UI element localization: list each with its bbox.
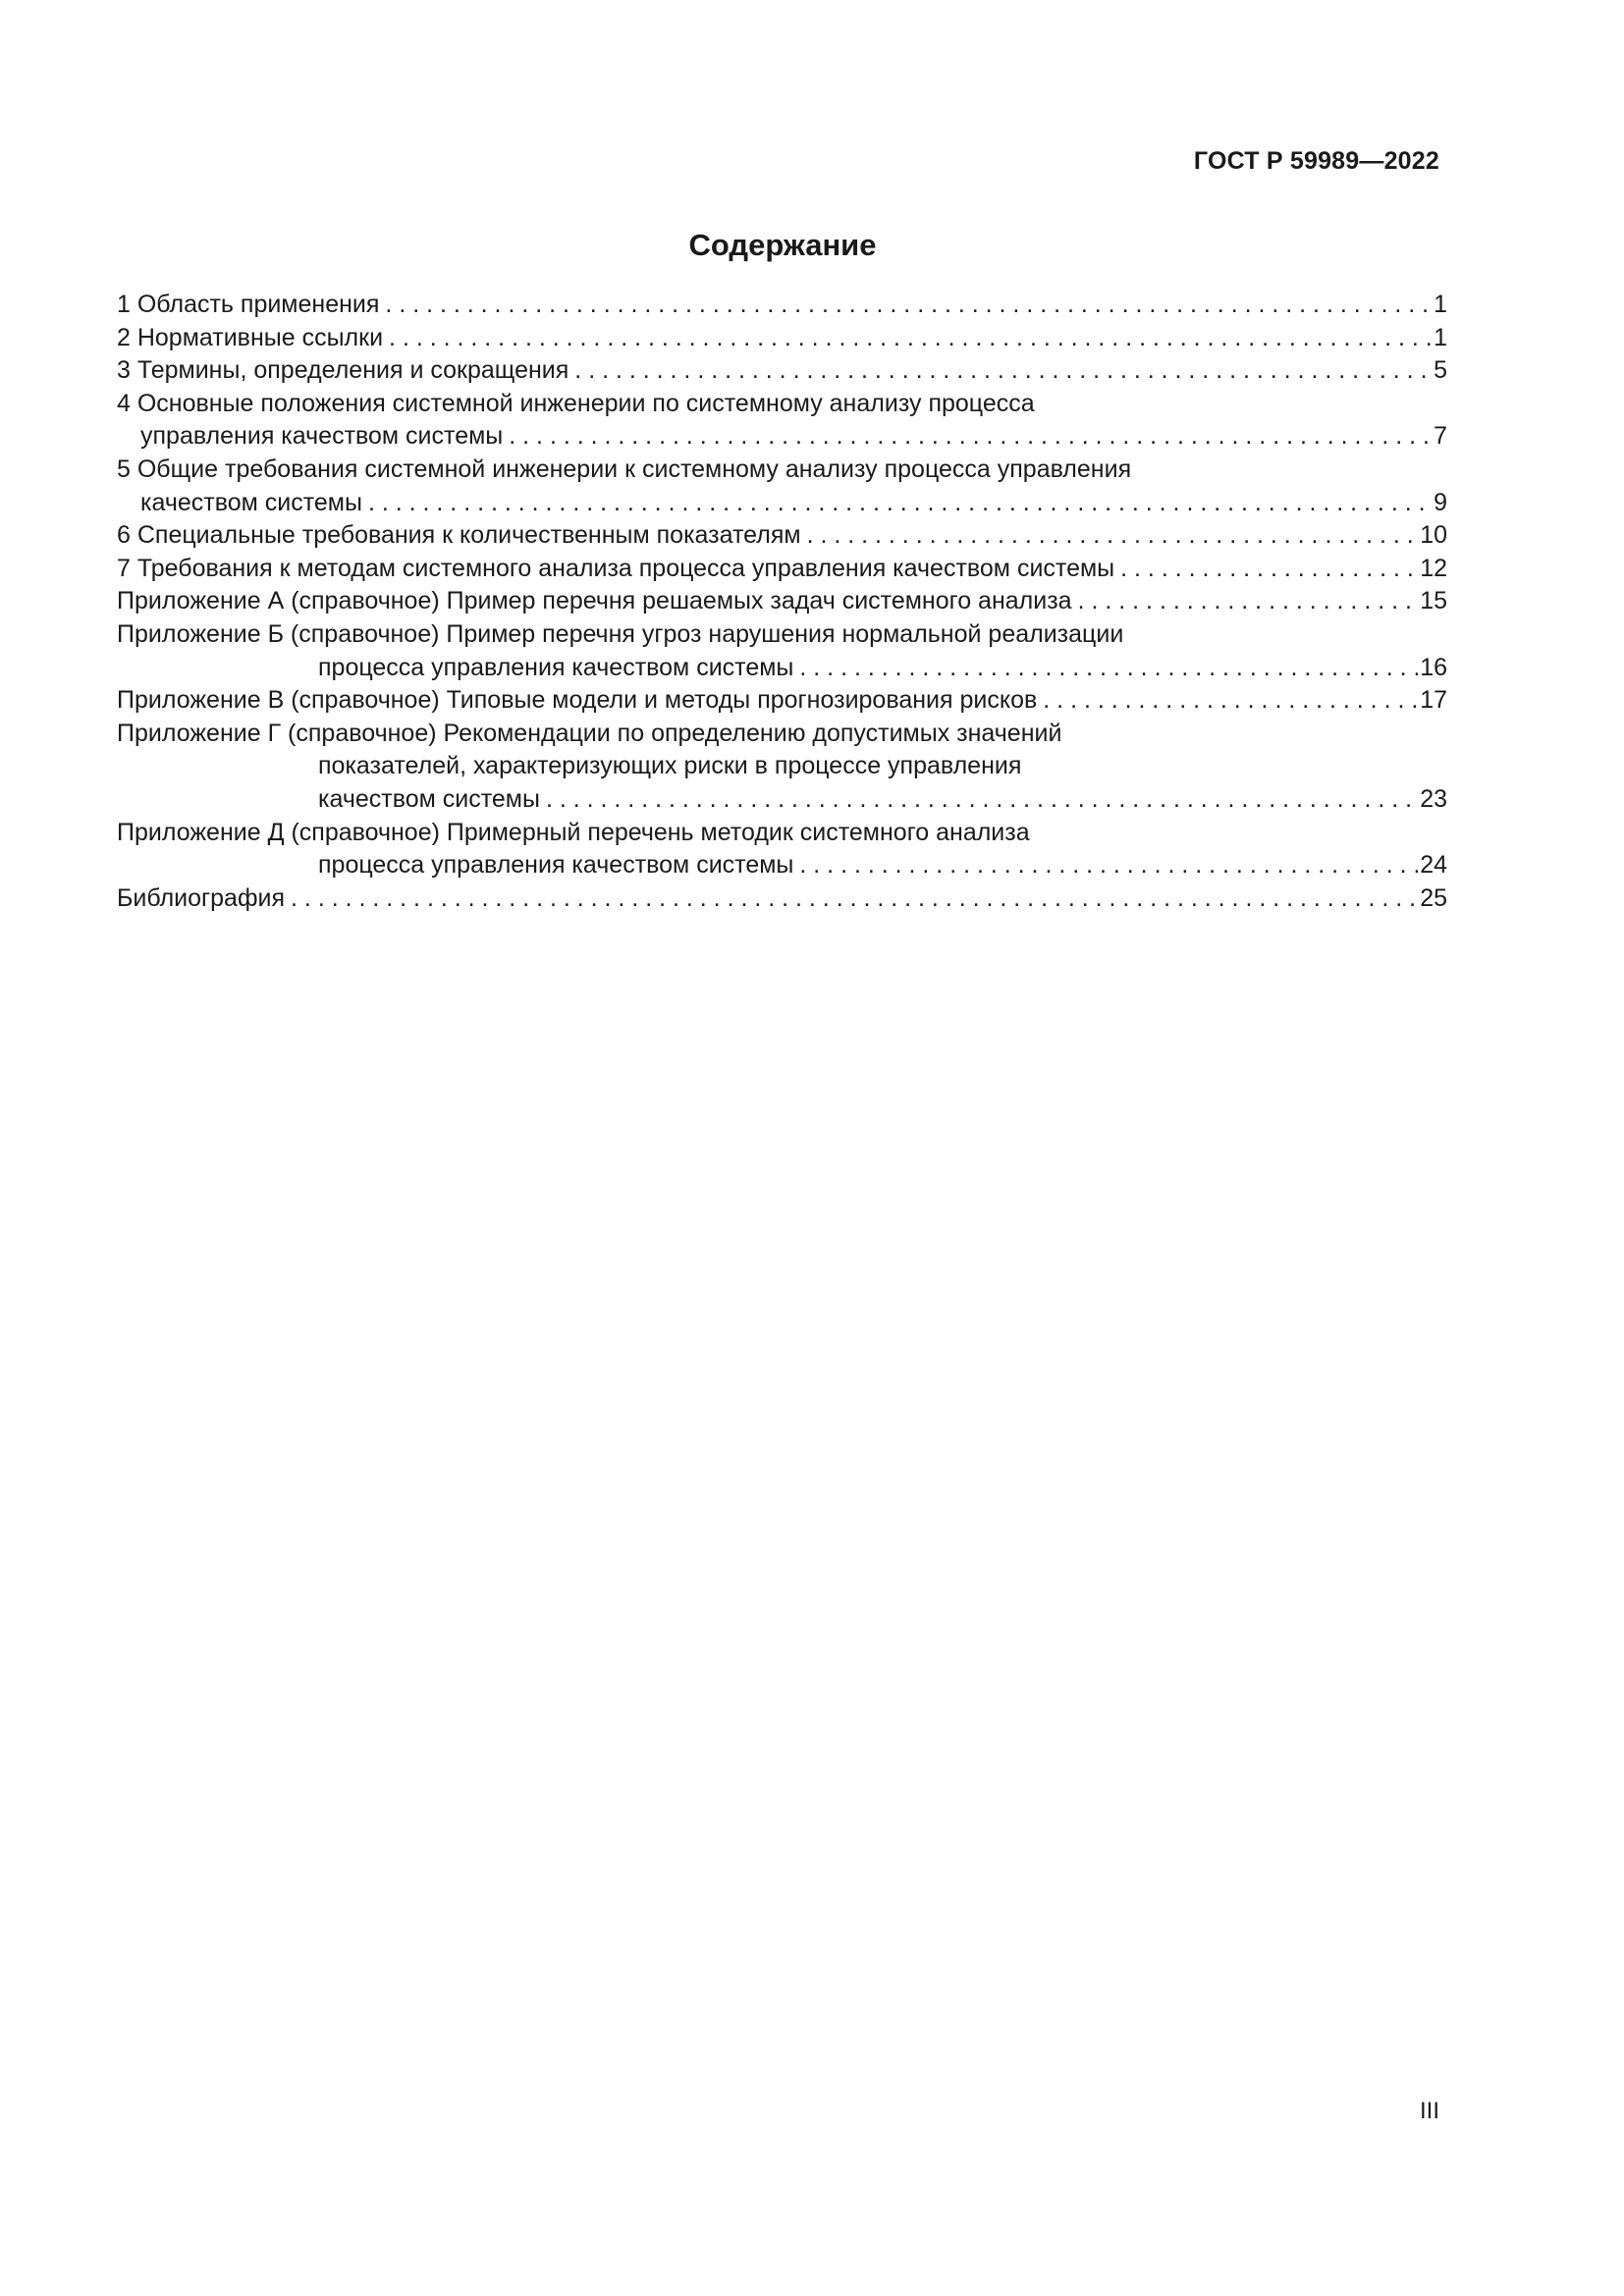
toc-page-number: 9	[1434, 488, 1447, 516]
toc-entry[interactable]	[117, 585, 1447, 618]
toc-entry-title: 1 Область применения	[117, 291, 380, 318]
toc-entry[interactable]	[117, 454, 1447, 519]
toc-entry-title-continuation: процесса управления качеством системы	[318, 653, 794, 681]
toc-leader-dots	[368, 487, 1432, 520]
toc-entry[interactable]	[117, 684, 1447, 718]
table-of-contents	[117, 289, 1447, 915]
toc-entry-title-continuation: управления качеством системы	[140, 422, 504, 451]
toc-entry-title-continuation: качеством системы	[140, 488, 362, 516]
toc-entry-title: 5 Общие требования системной инженерии к системному анализу процесса управления	[117, 454, 1132, 483]
toc-entry-title: Приложение В (справочное) Типовые модели и методы прогнозирования рисков	[117, 686, 1038, 715]
toc-entry[interactable]	[117, 354, 1447, 388]
toc-entry-title-continuation: показателей, характеризующих риски в процессе управления	[318, 752, 1022, 780]
toc-leader-dots	[385, 289, 1432, 322]
toc-page-number: 24	[1420, 851, 1447, 880]
toc-entry-title: Приложение Д (справочное) Примерный перечень методик системного анализа	[117, 818, 1030, 846]
toc-entry-title: Приложение А (справочное) Пример перечня решаемых задач системного анализа	[117, 587, 1072, 615]
toc-page-number: 12	[1420, 554, 1447, 582]
toc-entry[interactable]	[117, 882, 1447, 916]
toc-leader-dots	[1078, 585, 1419, 618]
toc-entry-title: Приложение Г (справочное) Рекомендации по определению допустимых значений	[117, 719, 1062, 747]
toc-leader-dots	[546, 783, 1418, 817]
toc-entry-title-continuation: процесса управления качеством системы	[318, 851, 794, 880]
toc-entry-title: 4 Основные положения системной инженерии по системному анализу процесса	[117, 389, 1035, 417]
toc-leader-dots	[574, 354, 1432, 388]
toc-entry-title: 2 Нормативные ссылки	[117, 323, 384, 351]
toc-leader-dots	[291, 882, 1418, 916]
toc-page-number: 16	[1420, 653, 1447, 681]
document-code: ГОСТ Р 59989—2022	[1193, 147, 1439, 175]
toc-leader-dots	[807, 519, 1419, 553]
toc-page-number: 1	[1434, 323, 1447, 351]
toc-entry[interactable]	[117, 322, 1447, 355]
toc-entry[interactable]	[117, 553, 1447, 586]
toc-page-number: 10	[1420, 521, 1447, 550]
toc-entry[interactable]	[117, 519, 1447, 553]
toc-page-number: 7	[1434, 422, 1447, 451]
toc-page-number: 25	[1420, 883, 1447, 912]
toc-entry[interactable]	[117, 289, 1447, 322]
toc-leader-dots	[799, 652, 1418, 685]
toc-page-number: 15	[1420, 587, 1447, 615]
toc-leader-dots	[1120, 553, 1418, 586]
toc-entry-title-continuation: качеством системы	[318, 784, 540, 813]
toc-entry-title: 7 Требования к методам системного анализа процесса управления качеством системы	[117, 554, 1115, 582]
toc-leader-dots	[389, 322, 1432, 355]
toc-entry[interactable]	[117, 718, 1447, 817]
toc-entry-title: Приложение Б (справочное) Пример перечня угроз нарушения нормальной реализации	[117, 619, 1124, 648]
toc-page-number: 1	[1434, 291, 1447, 318]
toc-page-number: 23	[1420, 784, 1447, 813]
toc-title: Содержание	[688, 228, 877, 262]
toc-entry-title: 6 Специальные требования к количественным показателям	[117, 521, 801, 550]
toc-page-number: 17	[1420, 686, 1447, 715]
toc-leader-dots	[1043, 684, 1418, 718]
page-number: III	[1419, 2098, 1439, 2124]
toc-entry-title: Библиография	[117, 883, 286, 912]
toc-leader-dots	[799, 849, 1418, 882]
toc-entry[interactable]	[117, 388, 1447, 454]
toc-page-number: 5	[1434, 356, 1447, 385]
toc-entry[interactable]	[117, 618, 1447, 684]
toc-entry-title: 3 Термины, определения и сокращения	[117, 356, 569, 385]
toc-entry[interactable]	[117, 817, 1447, 882]
toc-leader-dots	[509, 420, 1432, 454]
